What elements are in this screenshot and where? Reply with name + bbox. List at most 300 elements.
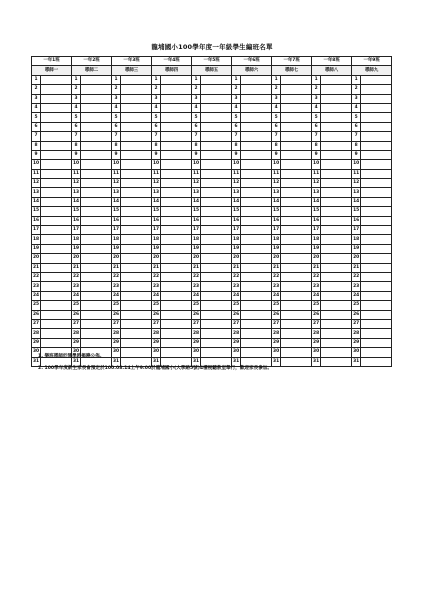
seat-number: 11	[352, 169, 361, 178]
student-name-cell	[201, 319, 232, 328]
student-name-cell	[81, 310, 112, 319]
seat-number: 20	[72, 254, 81, 263]
student-name-cell	[241, 226, 272, 235]
seat-number: 7	[112, 132, 121, 141]
student-name-cell	[41, 169, 72, 178]
seat-number: 17	[352, 226, 361, 235]
class-header: 一年7班	[272, 57, 312, 66]
table-row	[32, 338, 392, 347]
seat-number: 25	[192, 301, 201, 310]
seat-number: 23	[312, 282, 321, 291]
table-row	[32, 94, 392, 103]
student-name-cell	[321, 244, 352, 253]
student-name-cell	[161, 75, 192, 84]
seat-number: 8	[112, 141, 121, 150]
seat-number: 3	[192, 94, 201, 103]
seat-number: 11	[312, 169, 321, 178]
seat-number: 21	[112, 263, 121, 272]
seat-number: 7	[352, 132, 361, 141]
class-header: 一年4班	[152, 57, 192, 66]
seat-number: 30	[272, 348, 281, 357]
student-name-cell	[361, 207, 392, 216]
seat-number: 24	[32, 291, 41, 300]
table-row	[32, 310, 392, 319]
student-name-cell	[121, 85, 152, 94]
student-name-cell	[281, 75, 312, 84]
seat-number: 15	[232, 207, 241, 216]
seat-number: 6	[312, 122, 321, 131]
seat-number: 15	[112, 207, 121, 216]
seat-number: 24	[272, 291, 281, 300]
seat-number: 18	[112, 235, 121, 244]
student-name-cell	[321, 141, 352, 150]
seat-number: 28	[32, 329, 41, 338]
seat-number: 6	[72, 122, 81, 131]
seat-number: 8	[32, 141, 41, 150]
seat-number: 6	[152, 122, 161, 131]
seat-number: 4	[112, 103, 121, 112]
seat-number: 9	[352, 150, 361, 159]
student-name-cell	[321, 272, 352, 281]
student-name-cell	[361, 319, 392, 328]
student-name-cell	[121, 310, 152, 319]
table-row	[32, 272, 392, 281]
seat-number: 30	[312, 348, 321, 357]
table-row	[32, 226, 392, 235]
student-name-cell	[81, 141, 112, 150]
seat-number: 11	[152, 169, 161, 178]
seat-number: 4	[232, 103, 241, 112]
student-name-cell	[361, 160, 392, 169]
student-name-cell	[201, 75, 232, 84]
seat-number: 16	[32, 216, 41, 225]
seat-number: 15	[352, 207, 361, 216]
seat-number: 27	[192, 319, 201, 328]
seat-number: 29	[32, 338, 41, 347]
seat-number: 18	[72, 235, 81, 244]
student-name-cell	[241, 207, 272, 216]
student-name-cell	[41, 188, 72, 197]
seat-number: 14	[232, 197, 241, 206]
seat-number: 4	[312, 103, 321, 112]
seat-number: 14	[72, 197, 81, 206]
student-name-cell	[201, 207, 232, 216]
seat-number: 15	[152, 207, 161, 216]
table-row	[32, 160, 392, 169]
seat-number: 7	[152, 132, 161, 141]
seat-number: 22	[72, 272, 81, 281]
seat-number: 20	[32, 254, 41, 263]
teacher-label: 導師五	[192, 66, 232, 75]
seat-number: 19	[32, 244, 41, 253]
seat-number: 11	[72, 169, 81, 178]
notes	[38, 353, 388, 377]
student-name-cell	[81, 254, 112, 263]
seat-number: 11	[232, 169, 241, 178]
note-1: 1. 樂班導師於開學時揭曉公佈。	[38, 354, 105, 359]
seat-number: 22	[152, 272, 161, 281]
seat-number: 22	[112, 272, 121, 281]
seat-number: 3	[312, 94, 321, 103]
seat-number: 2	[352, 85, 361, 94]
student-name-cell	[281, 226, 312, 235]
seat-number: 12	[152, 179, 161, 188]
seat-number: 15	[312, 207, 321, 216]
student-name-cell	[321, 85, 352, 94]
seat-number: 25	[272, 301, 281, 310]
seat-number: 13	[152, 188, 161, 197]
seat-number: 17	[272, 226, 281, 235]
student-name-cell	[41, 244, 72, 253]
student-name-cell	[121, 282, 152, 291]
seat-number: 22	[352, 272, 361, 281]
student-name-cell	[281, 94, 312, 103]
table-row	[32, 291, 392, 300]
seat-number: 24	[152, 291, 161, 300]
seat-number: 23	[352, 282, 361, 291]
student-name-cell	[281, 244, 312, 253]
student-name-cell	[121, 150, 152, 159]
student-name-cell	[161, 94, 192, 103]
student-name-cell	[121, 113, 152, 122]
seat-number: 11	[272, 169, 281, 178]
seat-number: 3	[72, 94, 81, 103]
seat-number: 28	[152, 329, 161, 338]
student-name-cell	[121, 338, 152, 347]
student-name-cell	[361, 141, 392, 150]
seat-number: 26	[312, 310, 321, 319]
seat-number: 19	[112, 244, 121, 253]
seat-number: 10	[72, 160, 81, 169]
seat-number: 31	[272, 357, 281, 366]
table-row	[32, 169, 392, 178]
seat-number: 20	[272, 254, 281, 263]
student-name-cell	[121, 179, 152, 188]
table-row	[32, 141, 392, 150]
seat-number: 13	[32, 188, 41, 197]
student-name-cell	[41, 103, 72, 112]
seat-number: 28	[272, 329, 281, 338]
student-name-cell	[161, 319, 192, 328]
seat-number: 7	[272, 132, 281, 141]
student-name-cell	[241, 216, 272, 225]
student-name-cell	[201, 338, 232, 347]
seat-number: 30	[352, 348, 361, 357]
seat-number: 2	[272, 85, 281, 94]
student-name-cell	[121, 272, 152, 281]
seat-number: 2	[312, 85, 321, 94]
seat-number: 26	[192, 310, 201, 319]
class-header: 一年8班	[312, 57, 352, 66]
student-name-cell	[321, 329, 352, 338]
seat-number: 19	[192, 244, 201, 253]
seat-number: 14	[352, 197, 361, 206]
seat-number: 23	[112, 282, 121, 291]
student-name-cell	[281, 122, 312, 131]
table-row	[32, 179, 392, 188]
seat-number: 25	[232, 301, 241, 310]
seat-number: 13	[312, 188, 321, 197]
seat-number: 28	[352, 329, 361, 338]
student-name-cell	[281, 132, 312, 141]
seat-number: 20	[152, 254, 161, 263]
student-name-cell	[201, 272, 232, 281]
class-header: 一年1班	[32, 57, 72, 66]
student-name-cell	[121, 207, 152, 216]
student-name-cell	[241, 75, 272, 84]
seat-number: 30	[152, 348, 161, 357]
student-name-cell	[41, 310, 72, 319]
seat-number: 21	[272, 263, 281, 272]
student-name-cell	[81, 150, 112, 159]
student-name-cell	[161, 263, 192, 272]
seat-number: 10	[312, 160, 321, 169]
seat-number: 7	[32, 132, 41, 141]
student-name-cell	[161, 103, 192, 112]
seat-number: 12	[272, 179, 281, 188]
seat-number: 17	[312, 226, 321, 235]
seat-number: 4	[272, 103, 281, 112]
student-name-cell	[41, 94, 72, 103]
seat-number: 3	[352, 94, 361, 103]
seat-number: 5	[72, 113, 81, 122]
seat-number: 18	[32, 235, 41, 244]
student-name-cell	[241, 122, 272, 131]
student-name-cell	[281, 319, 312, 328]
class-header: 一年5班	[192, 57, 232, 66]
seat-number: 8	[232, 141, 241, 150]
seat-number: 27	[32, 319, 41, 328]
seat-number: 23	[232, 282, 241, 291]
seat-number: 14	[32, 197, 41, 206]
student-name-cell	[361, 235, 392, 244]
student-name-cell	[241, 338, 272, 347]
teacher-label: 導師一	[32, 66, 72, 75]
seat-number: 12	[192, 179, 201, 188]
student-name-cell	[41, 179, 72, 188]
seat-number: 18	[352, 235, 361, 244]
student-name-cell	[161, 235, 192, 244]
student-name-cell	[321, 291, 352, 300]
seat-number: 19	[72, 244, 81, 253]
student-name-cell	[361, 179, 392, 188]
student-name-cell	[121, 235, 152, 244]
seat-number: 22	[32, 272, 41, 281]
seat-number: 6	[352, 122, 361, 131]
seat-number: 10	[32, 160, 41, 169]
seat-number: 27	[272, 319, 281, 328]
student-name-cell	[361, 197, 392, 206]
seat-number: 24	[72, 291, 81, 300]
seat-number: 19	[352, 244, 361, 253]
student-name-cell	[81, 122, 112, 131]
seat-number: 24	[352, 291, 361, 300]
student-name-cell	[241, 310, 272, 319]
student-name-cell	[201, 179, 232, 188]
seat-number: 31	[152, 357, 161, 366]
seat-number: 14	[272, 197, 281, 206]
seat-number: 9	[272, 150, 281, 159]
student-name-cell	[241, 254, 272, 263]
seat-number: 24	[312, 291, 321, 300]
seat-number: 27	[112, 319, 121, 328]
student-name-cell	[201, 160, 232, 169]
student-name-cell	[321, 94, 352, 103]
student-name-cell	[201, 254, 232, 263]
student-name-cell	[121, 103, 152, 112]
seat-number: 25	[72, 301, 81, 310]
student-name-cell	[161, 150, 192, 159]
student-name-cell	[41, 319, 72, 328]
student-name-cell	[121, 197, 152, 206]
student-name-cell	[41, 282, 72, 291]
student-name-cell	[41, 75, 72, 84]
student-name-cell	[281, 301, 312, 310]
student-name-cell	[81, 338, 112, 347]
student-name-cell	[281, 291, 312, 300]
student-name-cell	[281, 272, 312, 281]
student-name-cell	[81, 179, 112, 188]
student-name-cell	[241, 197, 272, 206]
seat-number: 4	[72, 103, 81, 112]
student-name-cell	[81, 235, 112, 244]
seat-number: 30	[32, 348, 41, 357]
student-name-cell	[41, 113, 72, 122]
teacher-label: 導師六	[232, 66, 272, 75]
student-name-cell	[361, 94, 392, 103]
seat-number: 8	[72, 141, 81, 150]
seat-number: 12	[112, 179, 121, 188]
student-name-cell	[121, 291, 152, 300]
seat-number: 1	[232, 75, 241, 84]
seat-number: 10	[352, 160, 361, 169]
student-name-cell	[201, 132, 232, 141]
student-name-cell	[281, 113, 312, 122]
seat-number: 29	[312, 338, 321, 347]
student-name-cell	[361, 103, 392, 112]
seat-number: 21	[72, 263, 81, 272]
seat-number: 22	[232, 272, 241, 281]
teacher-label: 導師九	[352, 66, 392, 75]
seat-number: 14	[312, 197, 321, 206]
student-name-cell	[161, 282, 192, 291]
student-name-cell	[81, 188, 112, 197]
student-name-cell	[241, 132, 272, 141]
seat-number: 6	[192, 122, 201, 131]
student-name-cell	[361, 301, 392, 310]
student-name-cell	[161, 141, 192, 150]
table-row	[32, 254, 392, 263]
student-name-cell	[361, 263, 392, 272]
seat-number: 3	[272, 94, 281, 103]
student-name-cell	[201, 122, 232, 131]
student-name-cell	[41, 141, 72, 150]
student-name-cell	[161, 338, 192, 347]
student-name-cell	[281, 310, 312, 319]
seat-number: 26	[32, 310, 41, 319]
student-name-cell	[201, 188, 232, 197]
student-name-cell	[81, 272, 112, 281]
seat-number: 19	[232, 244, 241, 253]
student-name-cell	[161, 244, 192, 253]
student-name-cell	[281, 338, 312, 347]
seat-number: 31	[192, 357, 201, 366]
seat-number: 16	[152, 216, 161, 225]
student-name-cell	[161, 254, 192, 263]
student-name-cell	[161, 188, 192, 197]
student-name-cell	[241, 301, 272, 310]
seat-number: 2	[72, 85, 81, 94]
seat-number: 25	[352, 301, 361, 310]
table-row	[32, 122, 392, 131]
seat-number: 3	[232, 94, 241, 103]
student-name-cell	[281, 188, 312, 197]
seat-number: 16	[272, 216, 281, 225]
student-name-cell	[321, 103, 352, 112]
student-name-cell	[201, 113, 232, 122]
student-name-cell	[41, 160, 72, 169]
seat-number: 14	[112, 197, 121, 206]
seat-number: 15	[72, 207, 81, 216]
seat-number: 9	[232, 150, 241, 159]
table-row	[32, 263, 392, 272]
seat-number: 5	[232, 113, 241, 122]
student-name-cell	[121, 254, 152, 263]
seat-number: 5	[272, 113, 281, 122]
student-name-cell	[361, 244, 392, 253]
student-name-cell	[281, 150, 312, 159]
student-name-cell	[161, 113, 192, 122]
student-name-cell	[201, 103, 232, 112]
student-name-cell	[241, 291, 272, 300]
seat-number: 17	[232, 226, 241, 235]
seat-number: 7	[72, 132, 81, 141]
seat-number: 21	[312, 263, 321, 272]
student-name-cell	[321, 263, 352, 272]
student-name-cell	[241, 179, 272, 188]
class-header: 一年9班	[352, 57, 392, 66]
student-name-cell	[41, 272, 72, 281]
seat-number: 1	[272, 75, 281, 84]
seat-number: 17	[112, 226, 121, 235]
student-name-cell	[121, 132, 152, 141]
student-name-cell	[201, 85, 232, 94]
seat-number: 2	[232, 85, 241, 94]
student-name-cell	[81, 169, 112, 178]
table-row	[32, 150, 392, 159]
seat-number: 5	[312, 113, 321, 122]
seat-number: 1	[32, 75, 41, 84]
seat-number: 28	[112, 329, 121, 338]
student-name-cell	[201, 291, 232, 300]
seat-number: 3	[32, 94, 41, 103]
seat-number: 30	[192, 348, 201, 357]
seat-number: 2	[192, 85, 201, 94]
seat-number: 16	[312, 216, 321, 225]
student-name-cell	[81, 301, 112, 310]
seat-number: 19	[272, 244, 281, 253]
student-name-cell	[321, 113, 352, 122]
student-name-cell	[201, 216, 232, 225]
student-name-cell	[41, 226, 72, 235]
table-row	[32, 207, 392, 216]
student-name-cell	[241, 244, 272, 253]
student-name-cell	[361, 85, 392, 94]
seat-number: 28	[312, 329, 321, 338]
teacher-label: 導師七	[272, 66, 312, 75]
student-name-cell	[361, 216, 392, 225]
seat-number: 27	[312, 319, 321, 328]
